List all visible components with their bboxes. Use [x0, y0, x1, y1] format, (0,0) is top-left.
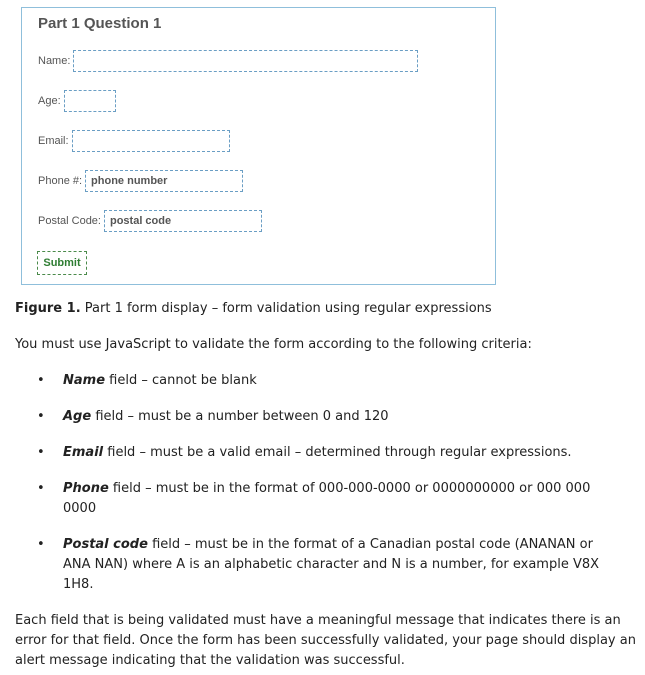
- name-input[interactable]: [73, 50, 418, 72]
- email-row: [38, 130, 230, 152]
- outro-text: Each field that is being validated must have a meaningful message that indicates there is an error for that field. Once the form has been successfully validated, your page should display an alert message indicating that the validation was successful.: [15, 613, 636, 668]
- name-label: Name:: [38, 55, 71, 67]
- figure-label: Figure 1.: [15, 301, 81, 316]
- name-row: [38, 50, 418, 72]
- age-row: [38, 90, 116, 112]
- criteria-text: field – must be a valid email – determined through regular expressions.: [103, 445, 572, 460]
- form-title: Part 1 Question 1: [38, 15, 162, 32]
- bullet-icon: •: [37, 445, 45, 460]
- criteria-field: Email: [63, 445, 104, 460]
- intro-text: You must use JavaScript to validate the form according to the following criteria:: [15, 337, 532, 352]
- bullet-icon: •: [37, 537, 45, 552]
- phone-input[interactable]: phone number: [85, 170, 243, 192]
- bullet-icon: •: [37, 409, 45, 424]
- email-label: Email:: [38, 135, 69, 147]
- criteria-field: Postal code: [63, 537, 148, 552]
- postal-input[interactable]: postal code: [104, 210, 262, 232]
- age-input[interactable]: [64, 90, 116, 112]
- postal-label: Postal Code:: [38, 215, 101, 227]
- figure-caption-text: Part 1 form display – form validation using regular expressions: [80, 301, 492, 316]
- criteria-text: field – cannot be blank: [105, 373, 257, 388]
- bullet-icon: •: [37, 481, 45, 496]
- postal-row: [38, 210, 262, 232]
- email-input[interactable]: [72, 130, 230, 152]
- criteria-field: Phone: [63, 481, 109, 496]
- criteria-field: Age: [63, 409, 92, 424]
- submit-button[interactable]: Submit: [37, 251, 87, 275]
- phone-row: [38, 170, 243, 192]
- criteria-field: Name: [63, 373, 106, 388]
- phone-label: Phone #:: [38, 175, 83, 187]
- bullet-icon: •: [37, 373, 45, 388]
- form-panel: [21, 7, 496, 285]
- figure-caption: [15, 299, 640, 319]
- criteria-text: field – must be in the format of 000-000-0000 or 0000000000 or 000 000 0000: [63, 481, 591, 516]
- criteria-text: field – must be a number between 0 and 120: [91, 409, 389, 424]
- age-label: Age:: [38, 95, 61, 107]
- criteria-text: field – must be in the format of a Canadian postal code (ANANAN or ANA NAN) where A is an alphabetic character and N is a number, for example V8X 1H8.: [63, 537, 600, 592]
